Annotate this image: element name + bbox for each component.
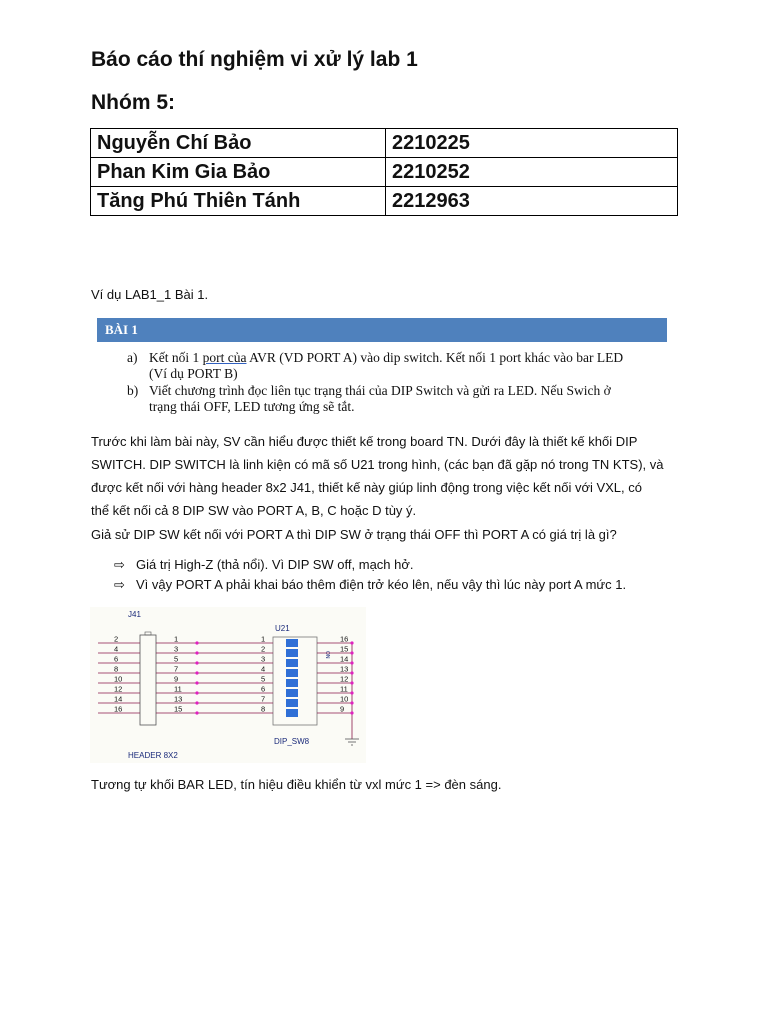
task-a-text-start: Kết nối 1 — [149, 350, 203, 365]
task-a-label: a) — [127, 350, 138, 365]
junction-dot — [195, 671, 198, 674]
members-table — [90, 128, 678, 216]
table-row — [91, 187, 678, 216]
member-name: Nguyễn Chí Bảo — [91, 129, 386, 158]
task-a-text-line2: (Ví dụ PORT B) — [149, 366, 238, 381]
switch-actuator — [286, 659, 298, 667]
header-left-pin: 6 — [114, 654, 119, 664]
header-inner-pin: 7 — [174, 664, 179, 674]
task-a-text — [149, 350, 667, 366]
dip-left-pin: 3 — [261, 654, 266, 664]
member-name: Phan Kim Gia Bảo — [91, 158, 386, 187]
switch-number: 3 — [280, 661, 283, 668]
junction-dot — [195, 661, 198, 664]
header-left-pin: 2 — [114, 634, 119, 644]
switch-number: 6 — [280, 691, 283, 698]
junction-dot — [195, 711, 198, 714]
question-line: Giả sử DIP SW kết nối với PORT A thì DIP SW ở trạng thái OFF thì PORT A có giá trị là gì? — [91, 527, 617, 542]
task-b — [127, 383, 667, 415]
junction-dot — [195, 641, 198, 644]
dip-right-pin: 12 — [340, 674, 349, 684]
dip-left-pin: 5 — [261, 674, 266, 684]
dip-right-pin: 10 — [340, 694, 349, 704]
closing-line: Tương tự khối BAR LED, tín hiệu điều khiển từ vxl mức 1 => đèn sáng. — [91, 777, 502, 792]
page-title: Báo cáo thí nghiệm vi xử lý lab 1 — [91, 48, 418, 71]
header-left-pin: 16 — [114, 704, 123, 714]
task-a-underlined: port của — [202, 350, 247, 365]
table-row — [91, 129, 678, 158]
u21-label: U21 — [275, 624, 290, 633]
switch-number: 4 — [280, 671, 283, 678]
group-heading: Nhóm 5: — [91, 91, 175, 114]
switch-number: 7 — [280, 701, 283, 708]
header-left-pin: 14 — [114, 694, 123, 704]
bullet-text: Vì vậy PORT A phải khai báo thêm điện trở kéo lên, nếu vậy thì lúc này port A mức 1. — [136, 577, 627, 592]
junction-dot — [350, 711, 353, 714]
on-label: ON — [324, 651, 330, 659]
bullet-text: Giá trị High-Z (thả nổi). Vì DIP SW off, mạch hở. — [136, 557, 414, 572]
junction-dot — [350, 651, 353, 654]
member-id: 2210225 — [386, 129, 678, 158]
dip-right-pin: 13 — [340, 664, 349, 674]
header-left-pin: 10 — [114, 674, 123, 684]
switch-number: 1 — [280, 641, 283, 648]
paragraph-1 — [91, 430, 681, 522]
header-inner-pin: 11 — [174, 684, 182, 694]
task-b-text-line1: Viết chương trình đọc liên tục trạng thái của DIP Switch và gửi ra LED. Nếu Swich ở — [149, 383, 611, 398]
junction-dot — [195, 681, 198, 684]
switch-number: 2 — [280, 651, 283, 658]
header-inner-pin: 13 — [174, 694, 183, 704]
junction-dot — [195, 651, 198, 654]
j41-label: J41 — [128, 610, 141, 619]
bullet-item — [114, 575, 626, 595]
task-a — [127, 350, 667, 382]
dip-right-pin: 14 — [340, 654, 349, 664]
junction-dot — [350, 671, 353, 674]
header-inner-pin: 3 — [174, 644, 179, 654]
dip-left-pin: 8 — [261, 704, 266, 714]
junction-dot — [350, 681, 353, 684]
switch-number: 8 — [280, 711, 283, 718]
dip-left-pin: 2 — [261, 644, 266, 654]
arrow-icon: ⇨ — [114, 557, 125, 572]
arrow-icon: ⇨ — [114, 577, 125, 592]
switch-actuator — [286, 639, 298, 647]
switch-actuator — [286, 699, 298, 707]
junction-dot — [350, 661, 353, 664]
task-a-text-end: AVR (VD PORT A) vào dip switch. Kết nối 1 port khác vào bar LED — [246, 350, 624, 365]
paragraph-line: Trước khi làm bài này, SV cần hiểu được thiết kế trong board TN. Dưới đây là thiết kế khối DIP — [91, 434, 638, 449]
dip-switch-schematic — [90, 607, 366, 763]
junction-dot — [350, 641, 353, 644]
dip-right-pin: 9 — [340, 704, 345, 714]
dip-label: DIP_SW8 — [274, 737, 310, 746]
member-id: 2210252 — [386, 158, 678, 187]
example-line: Ví dụ LAB1_1 Bài 1. — [91, 287, 209, 302]
header-inner-pin: 15 — [174, 704, 183, 714]
switch-actuator — [286, 709, 298, 717]
header-inner-pin: 5 — [174, 654, 179, 664]
junction-dot — [350, 701, 353, 704]
switch-actuator — [286, 679, 298, 687]
exercise-banner: BÀI 1 — [97, 318, 667, 342]
dip-left-pin: 6 — [261, 684, 266, 694]
junction-dot — [195, 701, 198, 704]
task-b-label: b) — [127, 383, 139, 398]
dip-left-pin: 7 — [261, 694, 266, 704]
paragraph-line: SWITCH. DIP SWITCH là linh kiện có mã số U21 trong hình, (các bạn đã gặp nó trong TN KTS), và — [91, 457, 664, 472]
header-inner-pin: 9 — [174, 674, 179, 684]
dip-left-pin: 1 — [261, 634, 266, 644]
switch-actuator — [286, 649, 298, 657]
dip-right-pin: 11 — [340, 684, 348, 694]
bullet-item — [114, 555, 414, 575]
junction-dot — [350, 691, 353, 694]
switch-actuator — [286, 689, 298, 697]
member-id: 2212963 — [386, 187, 678, 216]
task-b-text-line2: trạng thái OFF, LED tương ứng sẽ tắt. — [149, 399, 355, 414]
dip-right-pin: 15 — [340, 644, 349, 654]
paragraph-line: được kết nối với hàng header 8x2 J41, thiết kế này giúp linh động trong việc kết nối với VXL, có — [91, 480, 642, 495]
switch-number: 5 — [280, 681, 283, 688]
switch-actuator — [286, 669, 298, 677]
dip-left-pin: 4 — [261, 664, 266, 674]
junction-dot — [195, 691, 198, 694]
dip-right-pin: 16 — [340, 634, 349, 644]
header-left-pin: 12 — [114, 684, 123, 694]
header-left-pin: 8 — [114, 664, 119, 674]
header-label: HEADER 8X2 — [128, 751, 178, 760]
paragraph-line: thể kết nối cả 8 DIP SW vào PORT A, B, C hoặc D tùy ý. — [91, 503, 417, 518]
header-inner-pin: 1 — [174, 634, 179, 644]
header-left-pin: 4 — [114, 644, 119, 654]
member-name: Tăng Phú Thiên Tánh — [91, 187, 386, 216]
table-row — [91, 158, 678, 187]
